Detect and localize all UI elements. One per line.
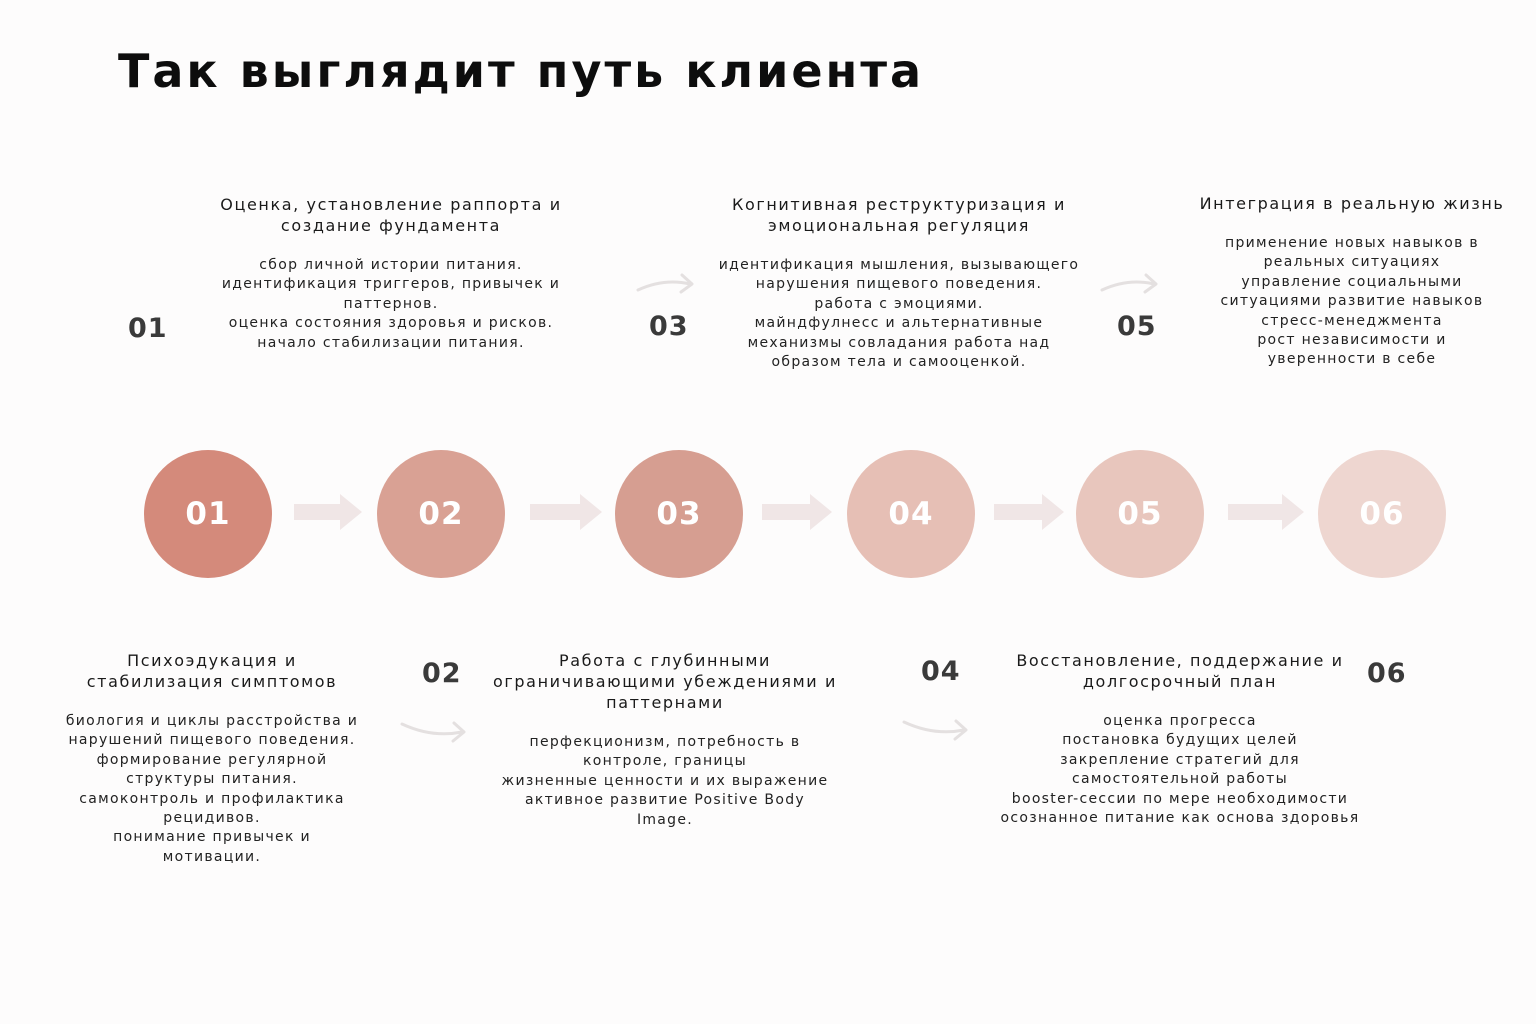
step-03-block — [704, 194, 1094, 372]
page-title: Так выглядит путь клиента — [118, 44, 925, 98]
right-arrow-icon — [530, 492, 604, 532]
curved-arrow-icon — [634, 270, 698, 298]
step-circle-02: 02 — [377, 450, 505, 578]
step-06-title: Восстановление, поддержание и долгосрочный план — [1016, 651, 1344, 691]
step-06-block — [990, 650, 1370, 828]
right-arrow-icon — [994, 492, 1066, 532]
step-01-body: сбор личной истории питания. идентификация триггеров, привычек и паттернов. оценка состояния здоровья и рисков. начало стабилизации питания. — [221, 257, 561, 351]
right-arrow-icon — [1228, 492, 1306, 532]
step-05-block — [1192, 193, 1512, 370]
step-04-title: Работа с глубинными ограничивающими убеждениями и паттернами — [493, 651, 837, 712]
step-03-title: Когнитивная реструктуризация и эмоциональная регуляция — [732, 195, 1066, 235]
step-circle-04: 04 — [847, 450, 975, 578]
step-01-title: Оценка, установление раппорта и создание фундамента — [220, 195, 562, 235]
step-02-number: 02 — [422, 658, 462, 689]
step-05-title: Интеграция в реальную жизнь — [1199, 194, 1505, 213]
step-02-body: биология и циклы расстройства и нарушений пищевого поведения. формирование регулярной структуры питания. самоконтроль и профилактика рецидивов. понимание привычек и мотивации. — [65, 713, 359, 865]
step-06-number: 06 — [1367, 658, 1407, 689]
curved-arrow-icon — [900, 714, 972, 744]
step-05-number: 05 — [1117, 311, 1157, 342]
step-01-block — [196, 194, 586, 353]
step-01-number: 01 — [128, 313, 168, 344]
step-circle-05: 05 — [1076, 450, 1204, 578]
step-circle-01: 01 — [144, 450, 272, 578]
right-arrow-icon — [294, 492, 364, 532]
step-02-title: Психоэдукация и стабилизация симптомов — [86, 651, 338, 691]
curved-arrow-icon — [1098, 270, 1162, 298]
step-circle-06: 06 — [1318, 450, 1446, 578]
right-arrow-icon — [762, 492, 834, 532]
step-04-body: перфекционизм, потребность в контроле, границы жизненные ценности и их выражение активное развитие Positive Body Image. — [501, 734, 829, 828]
step-05-body: применение новых навыков в реальных ситуациях управление социальными ситуациями развитие навыков стресс-менеджмента рост независимости и уверенности в себе — [1220, 235, 1484, 368]
step-04-number: 04 — [921, 656, 961, 687]
step-03-body: идентификация мышления, вызывающего нарушения пищевого поведения. работа с эмоциями. майндфулнесс и альтернативные механизмы совладания работа над образом тела и самооценкой. — [718, 257, 1080, 371]
step-03-number: 03 — [649, 311, 689, 342]
step-06-body: оценка прогресса постановка будущих целей закрепление стратегий для самостоятельной работы booster-сессии по мере необходимости осознанное питание как основа здоровья — [1000, 713, 1360, 827]
step-02-block — [52, 650, 372, 867]
curved-arrow-icon — [398, 716, 470, 746]
step-04-block — [480, 650, 850, 830]
step-circle-03: 03 — [615, 450, 743, 578]
